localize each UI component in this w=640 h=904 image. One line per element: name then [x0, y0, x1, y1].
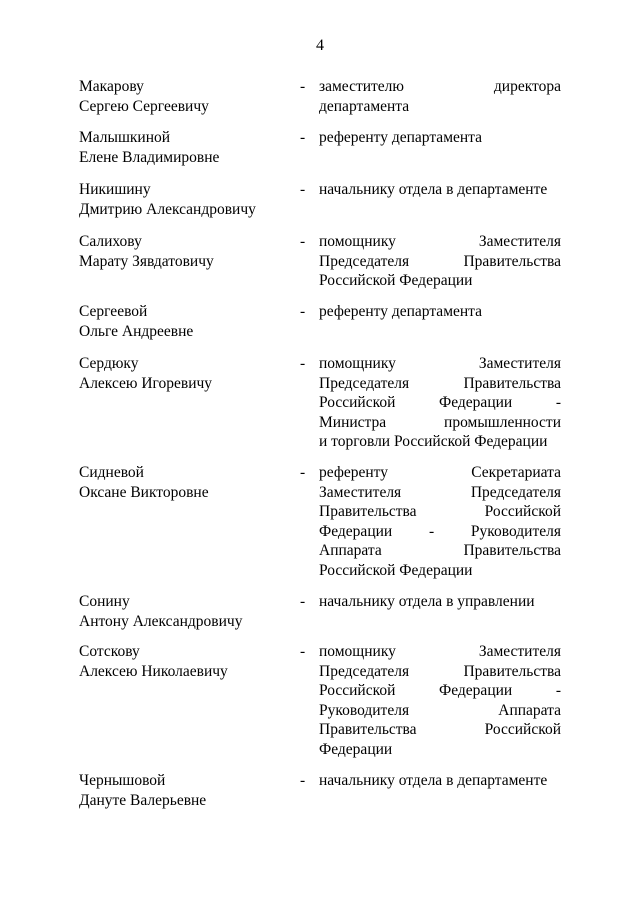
position-line	[319, 642, 561, 662]
position-word: Руководителя	[319, 701, 410, 719]
position-word: Председателя	[319, 252, 410, 270]
surname: Сонину	[79, 593, 130, 610]
separator-dash: -	[300, 772, 306, 789]
position-line	[319, 483, 561, 503]
person-name	[79, 592, 289, 631]
position-word: Федерации	[439, 682, 513, 700]
given-name: Алексею Игоревичу	[79, 374, 213, 392]
surname: Сидневой	[79, 464, 144, 481]
position-word: промышленности	[444, 413, 561, 431]
separator-dash: -	[300, 78, 306, 95]
person-name	[79, 77, 289, 116]
position-line	[319, 541, 561, 561]
position-title	[319, 302, 561, 322]
position-title	[319, 463, 561, 581]
separator-dash: -	[300, 355, 306, 372]
given-name: Антону Александровичу	[79, 612, 243, 630]
position-word: Российской	[319, 682, 396, 700]
given-name: Сергею Сергеевичу	[79, 97, 209, 115]
position-title	[319, 354, 561, 452]
position-word: -	[428, 522, 435, 540]
position-word: помощнику	[319, 643, 396, 660]
position-line	[319, 77, 561, 97]
position-word: Федерации	[319, 522, 393, 540]
position-word: помощнику	[319, 233, 396, 250]
position-word: Аппарата	[319, 542, 382, 560]
position-title	[319, 128, 561, 148]
position-line	[319, 252, 561, 272]
position-title	[319, 771, 561, 791]
position-title	[319, 592, 561, 612]
surname: Чернышовой	[79, 772, 166, 789]
position-word: Федерации	[319, 740, 393, 758]
given-name: Елене Владимировне	[79, 148, 220, 166]
position-word: Аппарата	[498, 701, 561, 719]
person-name	[79, 771, 289, 810]
position-word: Министра	[319, 413, 387, 431]
position-word: референту департамента	[319, 129, 483, 146]
given-name: Дмитрию Александровичу	[79, 200, 256, 218]
position-word: Российской	[484, 721, 561, 739]
given-name: Алексею Николаевичу	[79, 662, 228, 680]
given-name: Дануте Валерьевне	[79, 791, 207, 809]
position-word: Заместителя	[478, 355, 561, 372]
position-word: и торговли Российской Федерации	[319, 433, 548, 451]
position-word: Правительства	[463, 374, 561, 392]
position-line	[319, 432, 561, 452]
position-line	[319, 97, 561, 117]
position-word: -	[555, 394, 561, 412]
position-word: референту	[319, 464, 388, 481]
position-line	[319, 302, 561, 322]
position-word: Федерации	[439, 394, 513, 412]
surname: Малышкиной	[79, 129, 171, 146]
position-word: -	[555, 682, 561, 700]
separator-dash: -	[300, 303, 306, 320]
position-word: начальнику отдела в департаменте	[319, 772, 548, 789]
position-line	[319, 740, 561, 760]
position-line	[319, 374, 561, 394]
person-name	[79, 642, 289, 681]
position-word: Правительства	[463, 542, 561, 560]
separator-dash: -	[300, 181, 306, 198]
position-line	[319, 662, 561, 682]
position-word: департамента	[319, 97, 410, 115]
position-line	[319, 128, 561, 148]
position-title	[319, 180, 561, 200]
given-name: Марату Зявдатовичу	[79, 252, 214, 270]
position-word: Председателя	[470, 483, 561, 501]
position-line	[319, 720, 561, 740]
position-line	[319, 232, 561, 252]
separator-dash: -	[300, 643, 306, 660]
position-line	[319, 561, 561, 581]
position-word: Председателя	[319, 662, 410, 680]
separator-dash: -	[300, 233, 306, 250]
position-word: Секретариата	[471, 464, 561, 481]
position-word: начальнику отдела в департаменте	[319, 181, 548, 198]
position-line	[319, 701, 561, 721]
position-word: Руководителя	[470, 522, 561, 540]
separator-dash: -	[300, 129, 306, 146]
position-word: Правительства	[463, 662, 561, 680]
surname: Салихову	[79, 233, 142, 250]
position-word: Правительства	[319, 721, 417, 739]
position-word: Заместителя	[478, 643, 561, 660]
position-word: Российской	[484, 503, 561, 521]
position-word: Российской Федерации	[319, 561, 473, 579]
position-word: заместителю	[319, 78, 404, 95]
person-name	[79, 354, 289, 393]
separator-dash: -	[300, 593, 306, 610]
given-name: Оксане Викторовне	[79, 483, 209, 501]
person-name	[79, 232, 289, 271]
person-name	[79, 463, 289, 502]
position-title	[319, 77, 561, 116]
given-name: Ольге Андреевне	[79, 322, 194, 340]
position-word: помощнику	[319, 355, 396, 372]
position-word: референту департамента	[319, 303, 483, 320]
position-line	[319, 180, 561, 200]
surname: Сердюку	[79, 355, 139, 372]
position-line	[319, 592, 561, 612]
position-line	[319, 354, 561, 374]
person-name	[79, 302, 289, 341]
position-line	[319, 681, 561, 701]
position-word: Правительства	[319, 503, 417, 521]
position-line	[319, 522, 561, 542]
position-word: Заместителя	[319, 483, 402, 501]
separator-dash: -	[300, 464, 306, 481]
position-word: Заместителя	[478, 233, 561, 250]
position-line	[319, 502, 561, 522]
person-name	[79, 180, 289, 219]
position-title	[319, 232, 561, 291]
position-title	[319, 642, 561, 760]
surname: Никишину	[79, 181, 151, 198]
position-line	[319, 413, 561, 433]
position-line	[319, 771, 561, 791]
position-word: Председателя	[319, 374, 410, 392]
position-word: начальнику отдела в управлении	[319, 593, 535, 610]
position-line	[319, 393, 561, 413]
position-word: Правительства	[463, 252, 561, 270]
page-number: 4	[316, 37, 324, 54]
person-name	[79, 128, 289, 167]
position-word: Российской Федерации	[319, 272, 473, 290]
surname: Макарову	[79, 78, 144, 95]
position-line	[319, 463, 561, 483]
position-line	[319, 271, 561, 291]
position-word: Российской	[319, 394, 396, 412]
surname: Сотскову	[79, 643, 140, 660]
position-word: директора	[493, 78, 561, 95]
surname: Сергеевой	[79, 303, 148, 320]
